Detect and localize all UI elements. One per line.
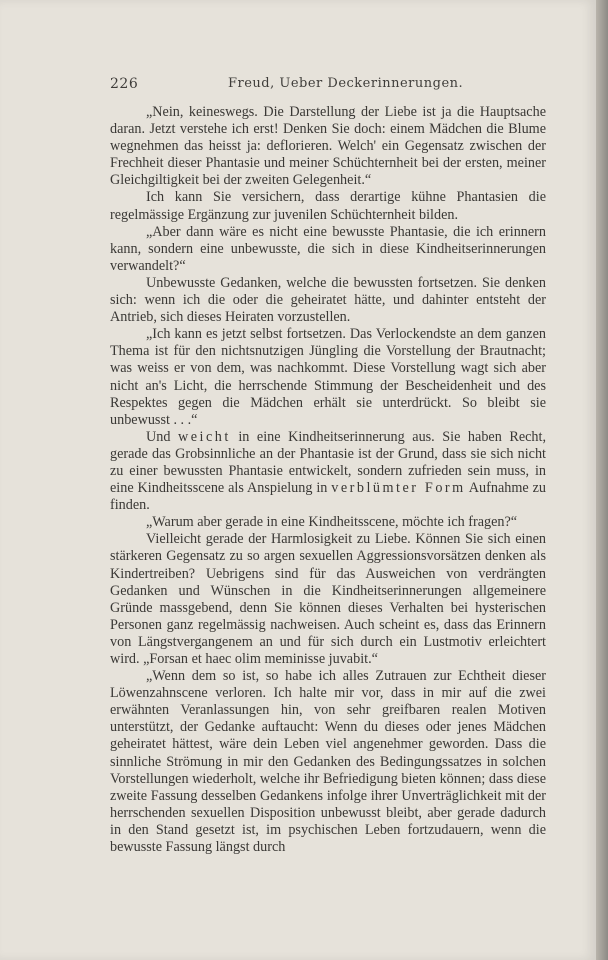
emphasized-text: weicht [177, 428, 231, 445]
page-edge [596, 0, 608, 960]
paragraph: „Aber dann wäre es nicht eine bewusste Phantasie, die ich erinnern kann, sondern eine unbewusste, die sich in diese Kindheitserinnerungen verwandelt?“ [110, 223, 546, 274]
running-title: Freud, Ueber Deckerinnerungen. [228, 76, 464, 91]
text-run: Aufnahme zu finden. [110, 480, 546, 514]
paragraph: Vielleicht gerade der Harmlosigkeit zu Liebe. Können Sie sich einen stärkeren Gegensatz zu so argen sexuellen Aggressionsvorsätzen denken als Kindertreiben? Uebrigens sind für das Ausweichen von verdrängten Gedanken und Wünschen in die Kindheitserinnerungen allgemeinere Gründe massgebend, denn Sie können dieses Verhalten bei hysterischen Personen ganz regelmässig nachweisen. Auch scheint es, dass das Erinnern von Längstvergangenem an und für sich durch ein Lustmotiv erleichtert wird. „Forsan et haec olim meminisse juvabit.“ [110, 531, 546, 667]
paragraph: „Warum aber gerade in eine Kindheitsscene, möchte ich fragen?“ [146, 514, 518, 531]
paragraph: Ich kann Sie versichern, dass derartige kühne Phantasien die regelmässige Ergänzung zur juvenilen Schüchternheit bilden. [110, 189, 546, 223]
paragraph: „Nein, keineswegs. Die Darstellung der Liebe ist ja die Hauptsache daran. Jetzt verstehe ich erst! Denken Sie doch: einem Mädchen die Blume wegnehmen das heisst ja: deflorieren. Welch' ein Gegensatz zwischen der Frechheit dieser Phantasie und meiner Schüchternheit bei der ersten, meiner Gleichgiltigkeit bei der zweiten Gelegenheit.“ [110, 104, 546, 189]
emphasized-text: verblümter Form [331, 480, 466, 497]
text-run: in eine Kindheitserinnerung aus. Sie haben Recht, gerade das Grobsinnliche an der Phantasie ist der Grund, dass sie sich nicht zu einer bewussten Phantasie entwickelt, sondern zufrieden sein muss, in eine Kindheitsscene als Anspielung in [110, 428, 546, 497]
paragraph: „Ich kann es jetzt selbst fortsetzen. Das Verlockendste an dem ganzen Thema ist für den nichtsnutzigen Jüngling die Vorstellung der Brautnacht; was weiss er von dem, was nachkommt. Diese Vorstellung wagt sich aber nicht an's Licht, die herrschende Stimmung der Bescheidenheit und des Respektes gegen die Mädchen erhält sie unterdrückt. So bleibt sie unbewusst . . .“ [110, 326, 546, 428]
paragraph [110, 429, 546, 514]
body-text [110, 104, 546, 856]
text-run: Und [146, 428, 178, 445]
paragraph: Unbewusste Gedanken, welche die bewussten fortsetzen. Sie denken sich: wenn ich die oder die geheiratet hätte, und dahinter entsteht der Antrieb, sich dieses Heiraten vorzustellen. [110, 274, 546, 326]
page-number: 226 [110, 76, 139, 92]
paragraph: „Wenn dem so ist, so habe ich alles Zutrauen zur Echtheit dieser Löwenzahnscene verloren. Ich halte mir vor, dass in mir auf die zwei erwähnten Veranlassungen hin, von sehr greifbaren realen Motiven unterstützt, der Gedanke auftaucht: Wenn du dieses oder jenes Mädchen geheiratet hättest, wäre dein Leben viel angenehmer geworden. Dass die sinnliche Strömung in mir den Gedanken des Bedingungssatzes in solchen Vorstellungen wiederholt, welche ihr Befriedigung bieten können; dass diese zweite Fassung desselben Gedankens infolge ihrer Unverträglichkeit mit der herrschenden sexuellen Disposition unbewusst bleibt, aber gerade dadurch in den Stand gesetzt ist, im psychischen Leben fortzudauern, wenn die bewusste Fassung längst durch [110, 668, 546, 856]
